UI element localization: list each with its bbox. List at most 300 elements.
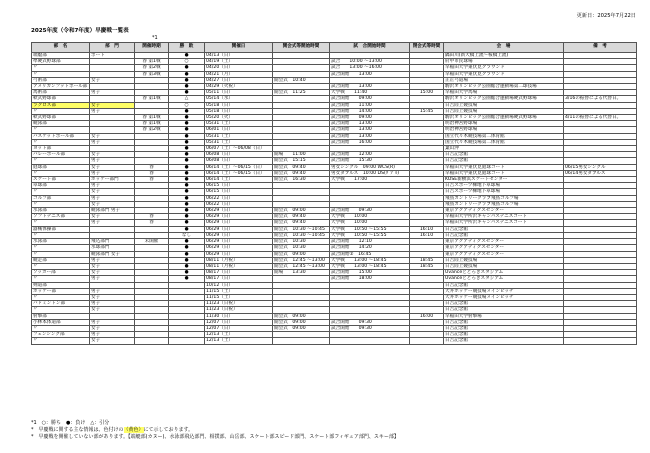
footnote-legend: *1 ○：勝ち ●：負け △：引分 [31,420,110,426]
table-cell: 試合開始 13:00 [330,84,410,90]
table-body [32,53,637,345]
table-cell: 日吉スポーツ棟地下卓球場 [444,189,564,195]
table-cell: バドミントン部 [32,301,90,307]
table-cell: 06/29（日） [205,232,273,238]
table-cell: 女子 [90,133,135,139]
table-cell: 日吉記念館 [444,152,564,158]
table-cell: 明治神宮野球場 [444,127,564,133]
table-cell: 未開催 [135,239,169,245]
table-cell: ○ [169,102,205,108]
table-cell: 男子 [90,195,135,201]
table-cell: 大学戦 13:00 ～18:45 [330,263,410,269]
table-cell: 開会式 10:30 ～10:45 [273,232,330,238]
table-cell: 4/11の振替による代替日。 [564,115,637,121]
table-cell: 08/11（月祝） [205,257,273,263]
table-cell: ● [169,239,205,245]
table-cell: 08/11（月祝） [205,263,273,269]
table-cell: 開会式 15:15 [273,158,330,164]
table-cell: 試合開始 14:00 [330,108,410,114]
table-cell: 06/14男女ダブルス [564,170,637,176]
table-cell: 男子 [90,301,135,307]
column-header: 開会式等開始時間 [273,43,330,53]
table-cell: 春 [135,177,169,183]
table-cell: 05/11（日） [205,90,273,96]
table-cell: 日吉記念館 [444,282,564,288]
table-cell: 試合開始 12:10 [330,239,410,245]
table-cell: 開会式 09:00 [273,251,330,257]
table-cell: ● [169,121,205,127]
table-cell: 試合開始 16:00 [330,139,410,145]
table-cell: ラクロス部 [32,102,90,108]
column-header: 備 考 [564,43,637,53]
table-cell: 04/21（月） [205,71,273,77]
table-cell: 女子 [90,270,135,276]
table-cell: 試合開始 12:00 [330,152,410,158]
page-title: 2025年度（令和7年度）早慶戦一覧表 [31,28,129,34]
table-cell: 国立代々木競技場第二体育館 [444,139,564,145]
table-cell: 06/08（日） [205,152,273,158]
table-cell: ● [169,214,205,220]
table-cell: 早稲田大学所沢キャンパステニスコート [444,220,564,226]
table-cell: 早稲田大学東伏見グラウンド [444,65,564,71]
table-cell: 日吉記念館 [444,319,564,325]
table-cell: 軟式野球部 [32,115,90,121]
table-cell: 早稲田大学射撃場 [444,313,564,319]
table-cell: 日吉陸上競技場 [444,263,564,269]
table-cell: ● [169,71,205,77]
table-cell: ゴルフ部 [32,195,90,201]
table-cell: 女子 [90,189,135,195]
table-cell: 女子 [90,325,135,331]
table-cell: 06/29（日） [205,214,273,220]
table-cell: 卓球部 [32,183,90,189]
table-cell: 16:00 [410,313,444,319]
table-cell: 〃 [32,325,90,331]
table-cell: 春 第2戦 [135,127,169,133]
table-cell: ● [169,276,205,282]
table-cell: 06/08（日） [205,158,273,164]
table-cell: 駒沢オリンピック公園総合運動場硬式野球場 [444,115,564,121]
table-cell: ● [169,127,205,133]
table-cell: ホッケー部 [32,288,90,294]
table-cell: 04/20（日） [205,65,273,71]
table-cell: 日吉記念館 [444,232,564,238]
table-cell: ● [169,251,205,257]
table-cell: 春 第1戦 [135,121,169,127]
table-cell: 08/17（日） [205,276,273,282]
table-cell: 06/29（日） [205,245,273,251]
table-cell: 〃 [32,108,90,114]
table-cell: 試合開始 09:30 [330,325,410,331]
table-cell: ボート [90,53,135,59]
table-cell: 試合開始 09:30 [330,319,410,325]
table-cell: 小林本体道部 [32,319,90,325]
table-cell: 春 第3戦 [135,71,169,77]
column-header: 部 門 [90,43,135,53]
table-cell: 06/29（日） [205,251,273,257]
table-cell: 弓術部 [32,77,90,83]
table-cell: 06/01（日） [205,127,273,133]
table-cell: ● [169,208,205,214]
table-cell: ● [169,164,205,170]
table-cell: 日吉記念館 [444,158,564,164]
table-cell: 08/17（日） [205,270,273,276]
table-cell: 男女ダブルス 10:00 DS(ﾀﾞﾌﾞﾙ) [330,170,410,176]
table-cell: 剣道部 [32,282,90,288]
table-cell: 東京アクアティクスセンター [444,245,564,251]
table-cell: 日吉記念館 [444,307,564,313]
table-cell: ● [169,220,205,226]
table-cell: 春 第1戦 [135,115,169,121]
table-cell: 11/23（日祝） [205,301,273,307]
table-cell: 〃 [32,338,90,344]
table-cell: アメリカンフットボール部 [32,84,90,90]
table-cell: 06/14（土） [205,177,273,183]
table-cell: 女子 [90,214,135,220]
table-cell: 馬術部 [32,90,90,96]
table-cell: 05/31（土） [205,133,273,139]
table-cell: ソフトテニス部 [32,214,90,220]
table-cell: 早稲田大学馬場 [444,90,564,96]
table-cell: 明治神宮野球場 [444,121,564,127]
table-cell: 開場 13:30 [273,270,330,276]
table-cell: ● [169,152,205,158]
table-cell: ● [169,90,205,96]
table-cell: 試合開始 13:00 [330,133,410,139]
table-cell: ● [169,183,205,189]
table-cell [135,338,169,344]
table-cell: 春 第2戦 [135,65,169,71]
table-cell: 水泳部 [32,239,90,245]
table-cell: 葉山沖 [444,146,564,152]
table-cell: 準硬式野球部 [32,59,90,65]
table-cell: 05/31（土） [205,121,273,127]
table-cell: 開会式 11:25 [273,90,330,96]
table-cell: 春 第1戦 [135,96,169,102]
table-cell: 早稲田大学所沢キャンパステニスコート [444,214,564,220]
table-cell: ● [169,65,205,71]
table-cell: 国立代々木競技場第二体育館 [444,133,564,139]
table-cell: 女子 [90,338,135,344]
table-cell: 試合開始 18:00 [330,276,410,282]
table-cell: 開会式 09:00 [273,208,330,214]
table-cell: 日吉記念館 [444,301,564,307]
table-cell: Uvanceとどろきスタジアム [444,270,564,276]
highlight-sample: （黄色） [123,427,144,433]
table-cell [410,338,444,344]
table-cell: 開会式 09:40 [273,220,330,226]
table-cell: 日吉記念館 [444,338,564,344]
table-cell: 女子 [90,294,135,300]
table-cell: 春 [135,164,169,170]
table-cell [169,338,205,344]
table-cell: 庭球部 [32,164,90,170]
table-cell: 04/27（日） [205,77,273,83]
table-cell: 飛込部門 [90,239,135,245]
table-cell: 男子 [90,332,135,338]
table-cell: 男女シングル 09:00 WCS(R) [330,164,410,170]
table-cell: 〃 [32,245,90,251]
schedule-table [31,42,637,345]
table-cell: ● [169,177,205,183]
table-cell: 〃 [32,263,90,269]
table-cell: ● [169,226,205,232]
table-cell: 16:10 [410,232,444,238]
table-cell: 女子 [90,201,135,207]
table-cell: 試合開始 14:20 [330,245,410,251]
table-cell: 男子 [90,139,135,145]
table-cell: 飛鳥カントリークラブ飛鳥ゴルフ場 [444,201,564,207]
table-cell: ● [169,201,205,207]
table-cell: ● [169,170,205,176]
table-cell: 開会式 09:00 [273,325,330,331]
table-cell: 〃 [32,170,90,176]
table-cell: 日吉陸上競技場 [444,102,564,108]
table-cell: ● [169,263,205,269]
updated-date: 更新日：2025年7月22日 [576,13,636,19]
table-cell: 春 [135,220,169,226]
table-cell: ● [169,139,205,145]
table-cell: 開会式 10:30 [273,239,330,245]
table-cell: 試合 13:00 ～16:00 [330,65,410,71]
table-cell: 06/07（土）～06/08（日） [205,146,273,152]
table-cell: 〃 [32,220,90,226]
table-cell: 06/14（土）～06/15（日） [205,164,273,170]
table-cell: ● [169,115,205,121]
table-cell: 〃 [32,251,90,257]
table-cell: 〃 [32,276,90,282]
column-header: 開催日 [205,43,273,53]
table-cell: 06/29（日） [205,239,273,245]
table-cell: 開場 11:00 [273,152,330,158]
table-cell: 15:45 [410,108,444,114]
table-cell: 春 第1戦 [135,59,169,65]
table-cell: 器械体操部 [32,226,90,232]
table-cell: 12/13（土） [205,332,273,338]
table-cell: 男子 [90,183,135,189]
table-cell: 女子 [90,307,135,313]
table-cell: 06/22（日） [205,195,273,201]
table-cell: 大学戦 10:50 ～15:55 [330,226,410,232]
table-cell: 12/07（日） [205,325,273,331]
table-cell: 大学戦 10:00 [330,214,410,220]
table-cell: 12/13（土） [205,338,273,344]
table-cell: 日吉陸上競技場 [444,257,564,263]
table-cell: 3/16の振替による代替日。 [564,96,637,102]
table-cell: 飛鳥カントリークラブ飛鳥ゴルフ場 [444,195,564,201]
table-cell: 試合開始 13:00 [330,127,410,133]
table-cell: 18:45 [410,257,444,263]
table-cell: ● [169,77,205,83]
table-cell: 開会式 09:40 [273,170,330,176]
table-cell: 〃 [32,307,90,313]
table-cell: 06/29（日） [205,226,273,232]
table-cell: 軟式野球部 [32,96,90,102]
table-cell: 大学戦 10:50 ～15:55 [330,232,410,238]
table-cell: 男子 [90,319,135,325]
table-cell: 開会式 09:40 [273,164,330,170]
table-cell: 開会式 12:45 ～13:00 [273,263,330,269]
table-cell: 駒沢オリンピック公園総合運動場第二球技場 [444,84,564,90]
table-cell: 大学戦 13:00 ～18:45 [330,257,410,263]
table-cell [330,338,410,344]
table-cell: ホッケー部門 [90,177,135,183]
table-cell: 〃 [32,139,90,145]
table-cell: 12/07（日） [205,319,273,325]
table-cell: 開会式 09:40 [273,214,330,220]
table-cell: 試合開始 09:00 [330,96,410,102]
table-cell: 試合 10:00 ～13:00 [330,59,410,65]
table-cell: ● [169,158,205,164]
table-cell: 05/18（日） [205,108,273,114]
table-cell: 05/31（土） [205,139,273,145]
table-cell: 男子 [90,257,135,263]
table-cell: 05/20（火） [205,115,273,121]
table-cell: 東京アクアティクスセンター [444,239,564,245]
table-row [32,338,637,344]
table-cell: Uvanceとどろきスタジアム [444,276,564,282]
table-cell: 女子 [90,77,135,83]
table-cell: 04/13（日） [205,53,273,59]
table-cell: 日吉陸上競技場 [444,108,564,114]
table-cell: 早稲田大学東伏見庭球コート [444,164,564,170]
note-marker: *1 [152,35,158,41]
table-cell: 水球部門 [90,245,135,251]
column-header: 試 合開始時間 [330,43,410,53]
table-cell: 06/15（日） [205,183,273,189]
table-cell: 試合開始 13:00 [330,121,410,127]
table-cell: 日吉記念館 [444,332,564,338]
table-cell: 〃 [32,294,90,300]
table-cell: 水泳部 [32,208,90,214]
table-cell: 06/14（土）～06/15（日） [205,170,273,176]
footnote-highlight: * 早慶戦に関する主な情報は、色付けの（黄色）にて示しております。 [31,427,194,433]
table-cell: 05/18（日） [205,102,273,108]
table-cell: 隅田川(新大橋上流～桜橋上流) [444,53,564,59]
table-cell: ● [169,270,205,276]
table-cell: 男子 [90,276,135,282]
table-cell: 府中市民球場 [444,59,564,65]
table-cell: 男子 [90,158,135,164]
table-cell: 男子 [90,170,135,176]
table-cell: 開会式 10:40 [273,77,330,83]
table-cell: 競泳部門 男子 [90,208,135,214]
table-cell: 06/22（日） [205,201,273,207]
table-cell: ● [169,257,205,263]
footnote-not-held: * 早慶戦を開催していない部があります。【端艇部(カヌー)、水泳部飛込部門、相撲部、山岳部、スケート部スピード部門、スケート部フィギュア部門、スキー部】 [31,434,399,440]
table-cell: 11/15（土） [205,294,273,300]
table-cell: 11/23（日祝） [205,307,273,313]
table-cell: 開会式 16:30 [273,177,330,183]
table-cell: ● [169,189,205,195]
table-cell: 大井ホッケー競技場メインピッチ [444,294,564,300]
table-cell [564,338,637,344]
table-cell: なし [169,232,205,238]
table-cell: 女子 [90,152,135,158]
column-header: 開催時期 [135,43,169,53]
table-cell: KOSE新横浜スケートセンター [444,177,564,183]
table-cell [273,338,330,344]
table-cell: ● [169,146,205,152]
table-cell: ● [169,245,205,251]
table-cell: ● [169,133,205,139]
table-cell: 駒沢オリンピック公園総合運動場硬式野球場 [444,96,564,102]
table-cell: 06/15男女シングル [564,164,637,170]
table-cell: フェンシング部 [32,332,90,338]
table-cell: 端艇部 [32,53,90,59]
table-cell: 開会式 09:00 [273,313,330,319]
table-cell: 11/30（日） [205,313,273,319]
table-cell: ● [169,195,205,201]
table-cell: 15:00 [410,90,444,96]
table-cell: 男子 [90,108,135,114]
table-cell: 大学戦 11:40 [330,90,410,96]
table-cell: 女子 [90,102,135,108]
table-cell: 競泳部 [32,121,90,127]
table-cell: 女子 [90,164,135,170]
column-header: 会 場 [444,43,564,53]
table-cell: 試合開始 13:00 [330,71,410,77]
table-cell: 日吉スポーツ棟地下卓球場 [444,183,564,189]
table-cell: ソッカー部 [32,270,90,276]
column-header: 部 名 [32,43,90,53]
table-cell: ● [169,108,205,114]
table-cell: 試合開始 15:30 [330,158,410,164]
table-cell: 日吉記念館 [444,226,564,232]
column-header: 勝 敗 [169,43,205,53]
footnotes [31,420,399,441]
table-cell: 04/19（土） [205,59,273,65]
table-cell: 06/15（日） [205,189,273,195]
table-cell: 06/29（日） [205,208,273,214]
table-cell: 競走部 [32,257,90,263]
table-cell: 試合開始 11:00 [330,102,410,108]
table-cell: バレーボール部 [32,152,90,158]
table-cell: 〃 [32,189,90,195]
table-cell: 男子 [90,90,135,96]
table-cell: 競泳部門 女子 [90,251,135,257]
table-cell: 試合開始 09:30 [330,208,410,214]
table-cell: 開会式 10:30 ～10:45 [273,226,330,232]
table-cell: 春 [135,170,169,176]
table-cell: ○ [169,59,205,65]
table-cell: 開会式 12:45 ～13:00 [273,257,330,263]
table-cell: スケート部 [32,177,90,183]
table-cell: 射撃部 [32,313,90,319]
table-cell: ● [169,84,205,90]
table-cell: 早稲田大学東伏見グラウンド [444,71,564,77]
table-cell: 大学戦 17:00 [330,177,410,183]
table-cell: 試合開始② 16:45 [330,251,410,257]
table-cell: 11/15（土） [205,288,273,294]
table-cell: ヨット部 [32,146,90,152]
table-cell: バスケットボール部 [32,133,90,139]
table-cell: 試合開始 09:00 [330,115,410,121]
table-cell: 18:45 [410,263,444,269]
table-cell: 開会式 10:30 [273,245,330,251]
table-cell: △ [169,96,205,102]
table-cell: 日吉記念館 [444,325,564,331]
table-cell: 10/12（日） [205,282,273,288]
table-cell: ● [169,53,205,59]
table-cell: 早稲田大学東伏見庭球コート [444,170,564,176]
table-cell: 〃 [32,65,90,71]
table-cell: 〃 [32,71,90,77]
table-cell: 試合開始 15:00 [330,270,410,276]
table-cell: 16:10 [410,226,444,232]
table-header-row [32,43,637,53]
table-cell: 男子 [90,220,135,226]
